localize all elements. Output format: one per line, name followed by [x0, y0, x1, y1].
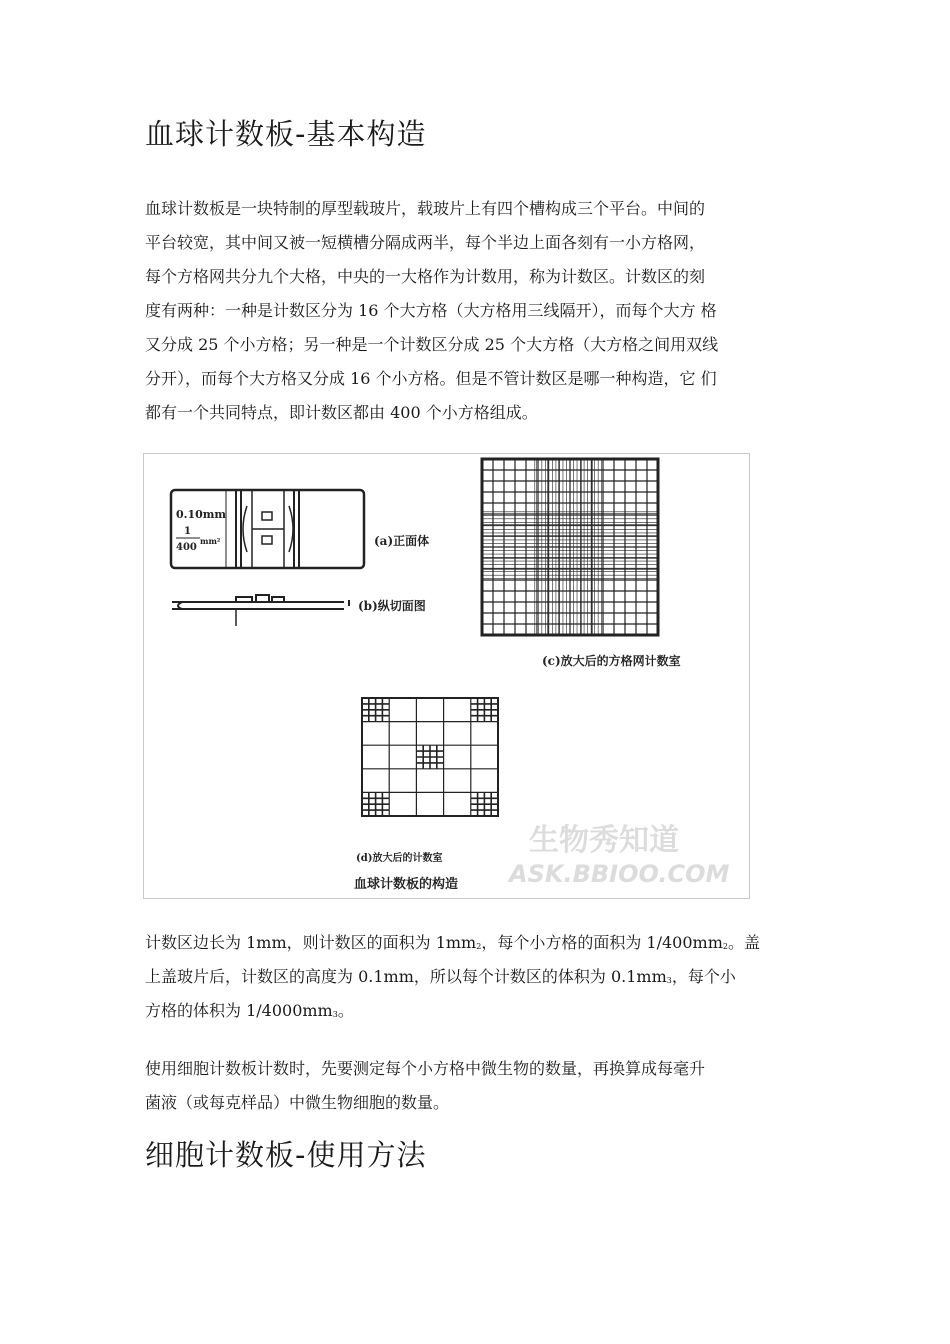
enlarged-grid — [482, 459, 658, 635]
superscript: 2 — [476, 942, 482, 951]
label-grid: (c)放大后的方格网计数室 — [542, 654, 681, 668]
text-run: 方格的体积为 1/4000mm — [145, 1001, 333, 1020]
paragraph-dimensions — [145, 926, 810, 1028]
hemocytometer-figure — [143, 453, 750, 899]
slide-text: 1 — [184, 526, 191, 537]
paragraph-line — [145, 960, 810, 994]
paragraph-line: 每个方格网共分九个大格，中央的一大格作为计数用，称为计数区。计数区的刻 — [145, 267, 706, 286]
slide-text: 400 — [176, 542, 197, 553]
label-front-view: (a)正面体 — [374, 534, 430, 548]
paragraph-usage — [145, 1052, 810, 1120]
paragraph-line: 度有两种：一种是计数区分为 16 个大方格（大方格用三线隔开），而每个大方 格 — [145, 301, 717, 320]
text-run: ，每个小方格的面积为 1/400mm — [481, 933, 723, 952]
slide-front-view — [171, 490, 364, 568]
text-run: ，每个小 — [671, 967, 736, 986]
counting-chamber-grid — [362, 698, 498, 816]
paragraph-line: 又分成 25 个小方格；另一种是一个计数区分成 25 个大方格（大方格之间用双线 — [145, 335, 719, 354]
paragraph-line: 菌液（或每克样品）中微生物细胞的数量。 — [145, 1093, 450, 1112]
superscript: 3 — [332, 1010, 338, 1019]
paragraph-line — [145, 926, 810, 960]
paragraph-line: 使用细胞计数板计数时，先要测定每个小方格中微生物的数量，再换算成每毫升 — [145, 1059, 706, 1078]
slide-text: mm² — [200, 536, 221, 546]
figure-caption: 血球计数板的构造 — [354, 877, 459, 892]
text-run: 上盖玻片后，计数区的高度为 0.1mm，所以每个计数区的体积为 0.1mm — [145, 967, 667, 986]
section-title-usage: 细胞计数板-使用方法 — [145, 1138, 427, 1172]
figure-illustration — [144, 454, 749, 898]
label-chamber: (d)放大后的计数室 — [356, 853, 443, 864]
paragraph-line: 都有一个共同特点，即计数区都由 400 个小方格组成。 — [145, 403, 538, 422]
watermark-text: ASK.BBIOO.COM — [509, 860, 730, 888]
text-run: 计数区边长为 1mm，则计数区的面积为 1mm — [145, 933, 477, 952]
paragraph-line — [145, 994, 810, 1028]
paragraph-line: 分开），而每个大方格又分成 16 个小方格。但是不管计数区是哪一种构造，它 们 — [145, 369, 717, 388]
superscript: 2 — [722, 942, 728, 951]
superscript: 3 — [666, 976, 672, 985]
text-run: 。 — [337, 1001, 354, 1020]
paragraph-line: 血球计数板是一块特制的厚型载玻片，载玻片上有四个槽构成三个平台。中间的 — [145, 199, 706, 218]
slide-section-view — [172, 595, 349, 626]
section-title-structure: 血球计数板-基本构造 — [145, 117, 427, 151]
slide-text: 0.10mm — [176, 508, 227, 521]
text-run: 。盖 — [727, 933, 760, 952]
watermark-text: 生物秀知道 — [529, 823, 679, 858]
paragraph-line: 平台较宽，其中间又被一短横槽分隔成两半，每个半边上面各刻有一小方格网， — [145, 233, 706, 252]
label-section-view: (b)纵切面图 — [358, 599, 426, 613]
paragraph-structure — [145, 192, 810, 430]
